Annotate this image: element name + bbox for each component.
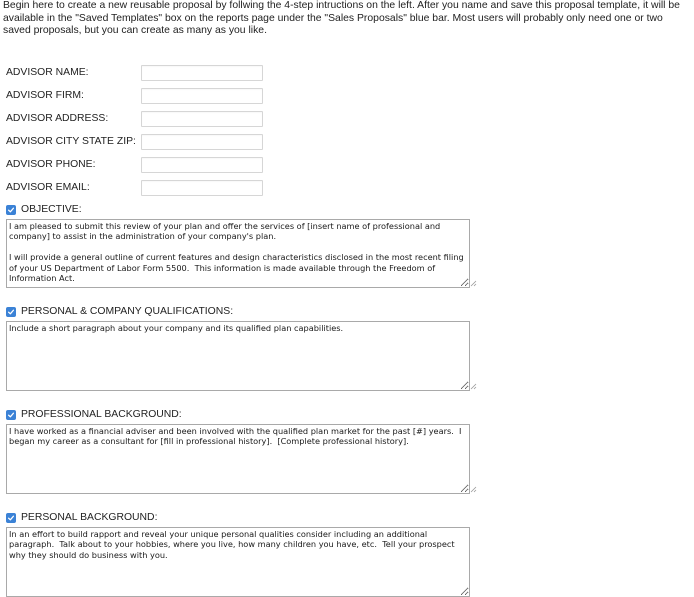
resize-grip-icon[interactable] bbox=[470, 486, 477, 493]
objective-checkbox[interactable] bbox=[6, 205, 16, 215]
personal-background-checkbox[interactable] bbox=[6, 513, 16, 523]
advisor-firm-input[interactable] bbox=[141, 88, 263, 104]
advisor-phone-input[interactable] bbox=[141, 157, 263, 173]
professional-background-label: PROFESSIONAL BACKGROUND: bbox=[21, 409, 182, 420]
checkmark-icon bbox=[7, 411, 15, 419]
checkmark-icon bbox=[7, 308, 15, 316]
advisor-address-label: ADVISOR ADDRESS: bbox=[6, 113, 109, 124]
advisor-name-label: ADVISOR NAME: bbox=[6, 67, 89, 78]
checkmark-icon bbox=[7, 206, 15, 214]
intro-instructions: Begin here to create a new reusable proposal by follwing the 4-step intructions on the left. After you name and save this proposal template, it will be available in the "Saved Templates" box on the reports page under the "Sales Proposals" blue bar. Most users will probably only need one or two saved proposals, but you can create as many as you like. bbox=[3, 0, 680, 36]
advisor-phone-label: ADVISOR PHONE: bbox=[6, 159, 96, 170]
qualifications-textarea[interactable] bbox=[6, 321, 470, 391]
personal-background-textarea[interactable] bbox=[6, 527, 470, 597]
advisor-address-input[interactable] bbox=[141, 111, 263, 127]
advisor-name-input[interactable] bbox=[141, 65, 263, 81]
objective-label: OBJECTIVE: bbox=[21, 204, 82, 215]
qualifications-checkbox[interactable] bbox=[6, 307, 16, 317]
advisor-email-label: ADVISOR EMAIL: bbox=[6, 182, 90, 193]
resize-grip-icon[interactable] bbox=[470, 280, 477, 287]
checkmark-icon bbox=[7, 514, 15, 522]
objective-textarea[interactable] bbox=[6, 219, 470, 288]
advisor-city-state-zip-label: ADVISOR CITY STATE ZIP: bbox=[6, 136, 136, 147]
qualifications-label: PERSONAL & COMPANY QUALIFICATIONS: bbox=[21, 306, 234, 317]
professional-background-textarea[interactable] bbox=[6, 424, 470, 494]
resize-grip-icon[interactable] bbox=[470, 383, 477, 390]
professional-background-checkbox[interactable] bbox=[6, 410, 16, 420]
advisor-firm-label: ADVISOR FIRM: bbox=[6, 90, 84, 101]
advisor-email-input[interactable] bbox=[141, 180, 263, 196]
advisor-city-state-zip-input[interactable] bbox=[141, 134, 263, 150]
personal-background-label: PERSONAL BACKGROUND: bbox=[21, 512, 158, 523]
